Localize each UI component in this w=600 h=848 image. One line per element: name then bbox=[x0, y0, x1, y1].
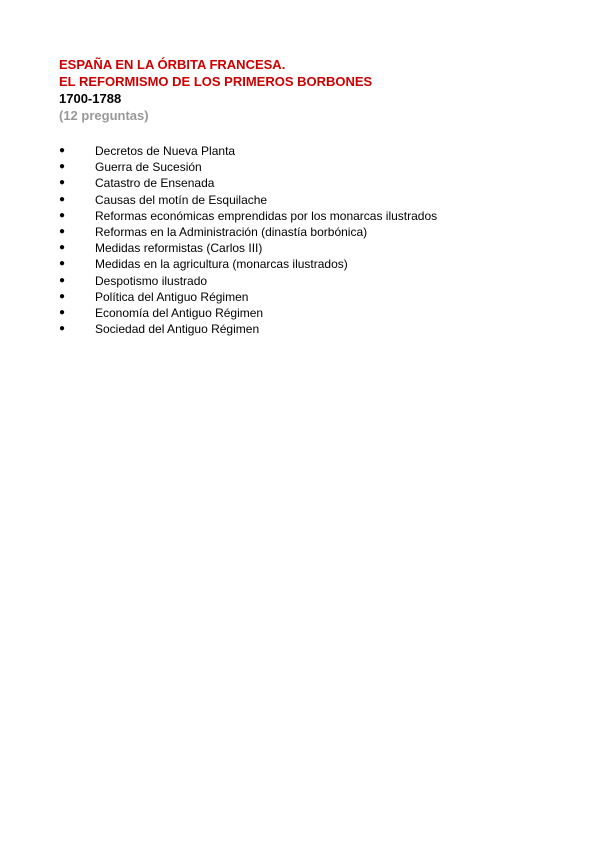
bullet-icon: ● bbox=[59, 145, 66, 156]
bullet-icon: ● bbox=[59, 225, 66, 237]
topic-text: Decretos de Nueva Planta bbox=[95, 144, 236, 158]
bullet-icon: ● bbox=[59, 209, 66, 221]
topic-text: Reformas en la Administración (dinastía borbónica) bbox=[95, 224, 368, 239]
topic-text: Reformas económicas emprendidas por los monarcas ilustrados bbox=[95, 208, 438, 223]
list-item bbox=[59, 305, 559, 321]
date-range: 1700-1788 bbox=[59, 91, 122, 106]
list-item bbox=[59, 143, 559, 159]
topic-text: Guerra de Sucesión bbox=[95, 160, 202, 175]
bullet-icon: ● bbox=[59, 161, 66, 173]
list-item bbox=[59, 208, 559, 224]
bullet-icon: ● bbox=[59, 290, 66, 302]
bullet-icon: ● bbox=[59, 274, 66, 286]
topic-list bbox=[59, 143, 559, 337]
list-item bbox=[59, 256, 559, 272]
question-count: (12 preguntas) bbox=[59, 108, 149, 123]
topic-text: Causas del motín de Esquilache bbox=[95, 192, 268, 207]
topic-text: Medidas reformistas (Carlos III) bbox=[95, 241, 263, 256]
bullet-icon: ● bbox=[59, 306, 66, 318]
topic-text: Economía del Antiguo Régimen bbox=[95, 305, 264, 320]
list-item bbox=[59, 321, 559, 337]
list-item bbox=[59, 159, 559, 175]
topic-text: Catastro de Ensenada bbox=[95, 176, 215, 191]
topic-text: Medidas en la agricultura (monarcas ilustrados) bbox=[95, 257, 348, 272]
list-item bbox=[59, 240, 559, 256]
bullet-icon: ● bbox=[59, 242, 66, 254]
topic-text: Sociedad del Antiguo Régimen bbox=[95, 322, 260, 337]
bullet-icon: ● bbox=[59, 323, 66, 335]
bullet-icon: ● bbox=[59, 193, 66, 205]
list-item bbox=[59, 175, 559, 191]
bullet-icon: ● bbox=[59, 177, 66, 189]
document-title-line-1: ESPAÑA EN LA ÓRBITA FRANCESA. bbox=[59, 57, 286, 72]
document-title-line-2: EL REFORMISMO DE LOS PRIMEROS BORBONES bbox=[59, 74, 373, 89]
bullet-icon: ● bbox=[59, 258, 66, 270]
list-item bbox=[59, 224, 559, 240]
topic-text: Política del Antiguo Régimen bbox=[95, 289, 249, 304]
list-item bbox=[59, 192, 559, 208]
topic-text: Despotismo ilustrado bbox=[95, 273, 208, 288]
document-heading bbox=[59, 56, 559, 124]
list-item bbox=[59, 273, 559, 289]
list-item bbox=[59, 289, 559, 305]
